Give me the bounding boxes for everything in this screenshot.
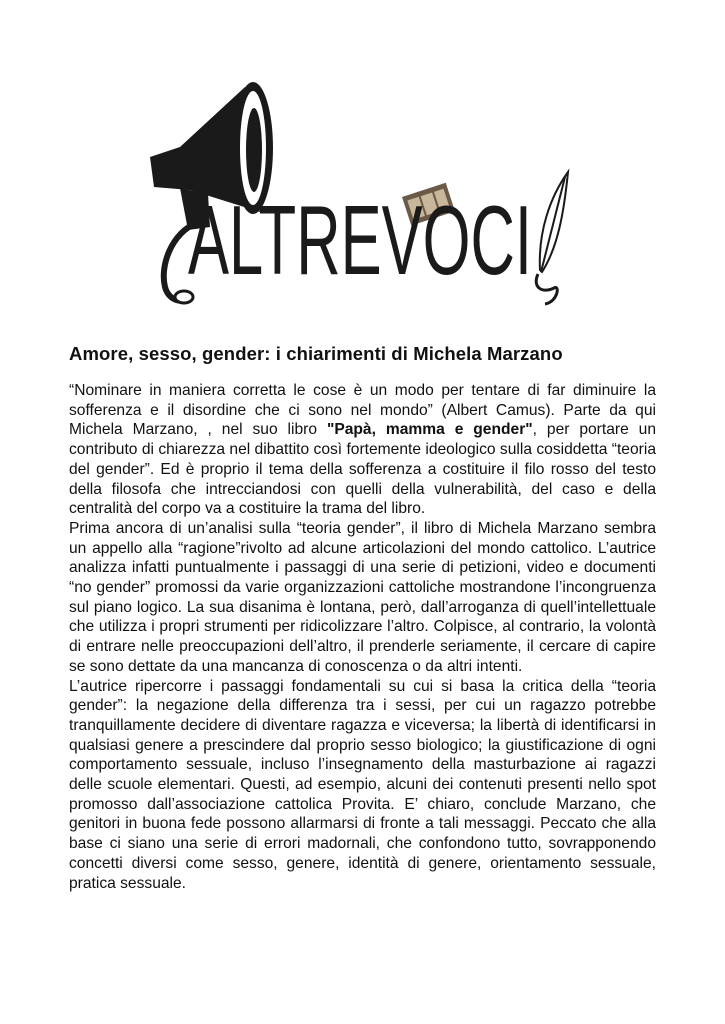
paragraph-1: “Nominare in maniera corretta le cose è un modo per tentare di far diminuire la sofferenza e il disordine che ci sono nel mondo” (Albert Camus). Parte da qui Michela Marzano, , nel suo libro "Papà, mamma e gender", per portare un contributo di chiarezza nel dibattito così fortemente ideologico sulla cosiddetta “teoria del gender”. Ed è proprio il tema della sofferenza a costituire il filo rosso del testo della filosofa che intrecciandosi con quelli della vulnerabilità, del caso e della centralità del corpo va a costituire la trama del libro. [69, 382, 656, 518]
altrevoci-logo [140, 62, 570, 317]
article-body [69, 381, 656, 893]
paragraph-3: L’autrice ripercorre i passaggi fondamentali su cui si basa la critica della “teoria gender”: la negazione della differenza tra i sessi, per cui un ragazzo potrebbe tranquillamente decidere di diventare ragazza e viceversa; la libertà di identificarsi in qualsiasi genere a prescindere dal proprio sesso biologico; la giustificazione di ogni comportamento sessuale, incluso l’insegnamento della masturbazione ai ragazzi delle scuole elementari. Questi, ad esempio, alcuni dei contenuti presenti nello spot promosso dall’associazione cattolica Provita. E’ chiaro, conclude Marzano, che genitori in buona fede possono allarmarsi di fronte a tali messaggi. Peccato che alla base ci siano una serie di errori madornali, che confondono tutto, sovrapponendo concetti diversi come sesso, genere, identità di genere, orientamento sessuale, pratica sessuale. [69, 677, 656, 892]
article-title: Amore, sesso, gender: i chiarimenti di Michela Marzano [69, 343, 563, 364]
paragraph-2: Prima ancora di un’analisi sulla “teoria gender”, il libro di Michela Marzano sembra un appello alla “ragione”rivolto ad alcune articolazioni del mondo cattolico. L’autrice analizza infatti puntualmente i passaggi di una serie di petizioni, video e documenti “no gender” promossi da varie organizzazioni cattoliche mostrandone l’incongruenza sul piano logico. La sua disanima è lontana, però, dall’arroganza di quell’intellettuale che utilizza i propri strumenti per ridicolizzare l’altro. Colpisce, al contrario, la volontà di entrare nelle preoccupazioni dell’altro, il prenderle seriamente, il cercare di capire se sono dettate da una mancanza di conoscenza o da altri intenti. [69, 519, 656, 675]
book-title: "Papà, mamma e gender" [326, 421, 533, 439]
logo-wordmark: ALTREVOCI [188, 185, 532, 295]
quill-icon [536, 172, 568, 304]
